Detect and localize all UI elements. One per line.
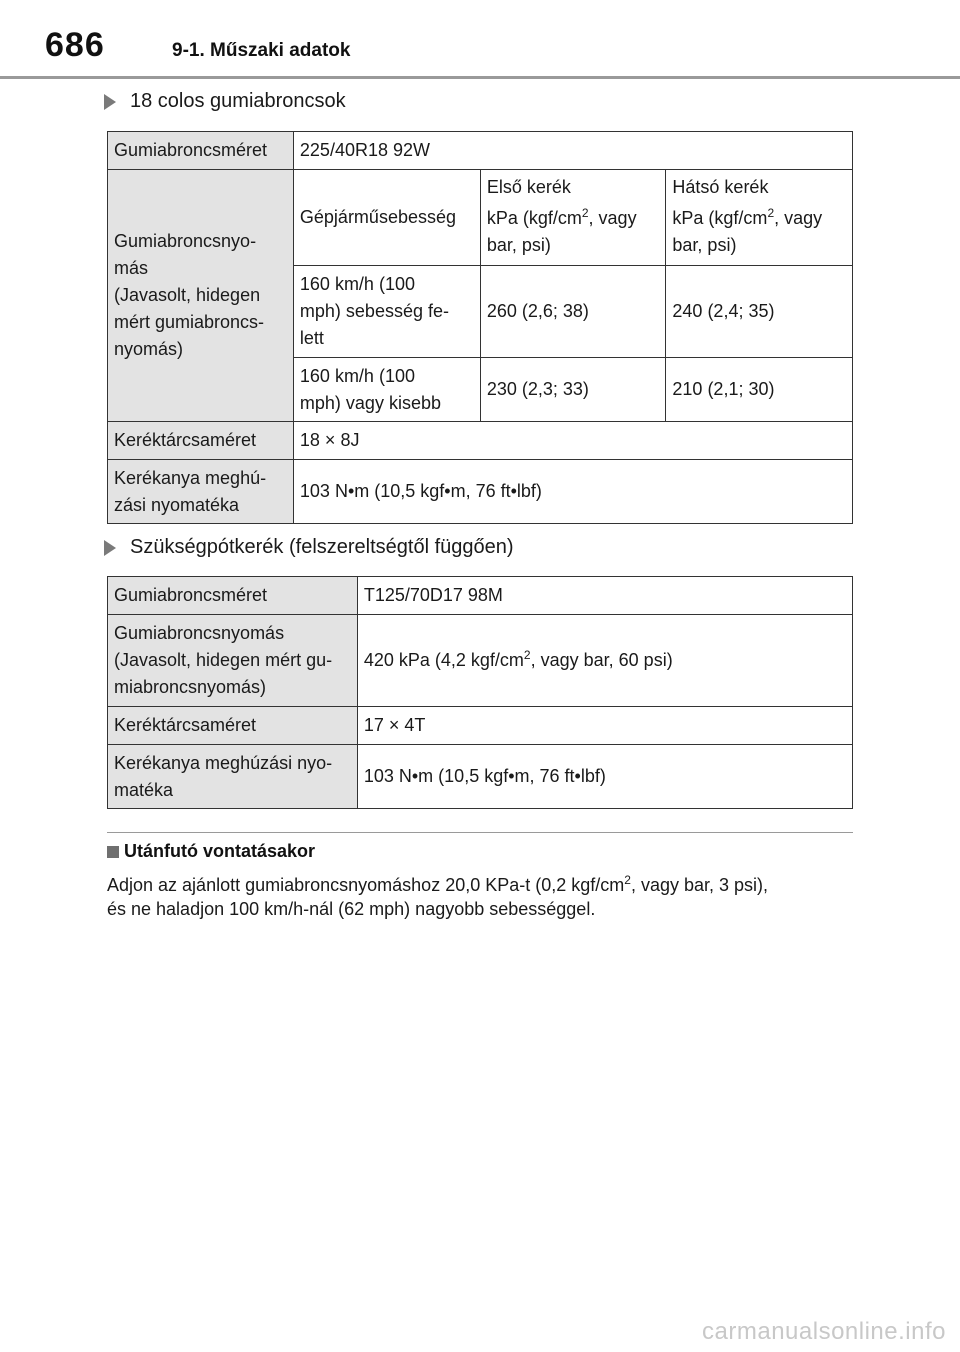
table-row	[108, 132, 853, 170]
section-divider	[107, 832, 853, 833]
note-body	[107, 873, 857, 921]
rear-wheel-header	[666, 170, 853, 266]
front-pressure-under-160: 230 (2,3; 33)	[480, 358, 666, 422]
tire-pressure-label: Gumiabroncsnyo- más (Javasolt, hidegen mért gumiabroncs- nyomás)	[108, 170, 294, 422]
table-row	[108, 707, 853, 745]
tire-spec-table-18	[107, 131, 853, 524]
lug-nut-torque-label: Kerékanya meghúzási nyo- matéka	[108, 745, 358, 809]
watermark: carmanualsonline.info	[702, 1318, 946, 1345]
front-pressure-over-160: 260 (2,6; 38)	[480, 266, 666, 358]
subheading-text: Szükségpótkerék (felszereltségtől függően)	[130, 536, 514, 558]
table-row	[108, 745, 853, 809]
unit-superscript: 2	[624, 873, 631, 887]
pressure-text: 420 kPa (4,2 kgf/cm	[363, 650, 524, 670]
page-number: 686	[45, 26, 105, 64]
note-title-text: Utánfutó vontatásakor	[124, 841, 316, 861]
front-wheel-title: Első kerék	[486, 177, 571, 197]
rear-wheel-title: Hátsó kerék	[672, 177, 769, 197]
triangle-bullet-icon	[104, 94, 116, 110]
rim-size-value: 17 × 4T	[357, 707, 852, 745]
section-title: 9-1. Műszaki adatok	[172, 40, 351, 61]
triangle-bullet-icon	[104, 540, 116, 556]
unit-superscript: 2	[767, 206, 775, 220]
pressure-text: , vagy bar, 60 psi)	[530, 650, 673, 670]
rim-size-label: Keréktárcsaméret	[108, 422, 294, 460]
note-heading	[107, 841, 315, 862]
speed-over-160: 160 km/h (100 mph) sebesség fe- lett	[293, 266, 480, 358]
note-text: , vagy bar, 3 psi), és ne haladjon 100 km/h-nál (62 mph) nagyobb sebességgel.	[107, 875, 769, 919]
tire-size-label: Gumiabroncsméret	[108, 132, 294, 170]
table-row	[108, 577, 853, 615]
rim-size-value: 18 × 8J	[293, 422, 852, 460]
unit-text: kPa (kgf/cm	[672, 208, 768, 228]
speed-under-160: 160 km/h (100 mph) vagy kisebb	[293, 358, 480, 422]
tire-size-value: 225/40R18 92W	[293, 132, 852, 170]
header-divider	[0, 76, 960, 79]
front-wheel-unit	[487, 205, 660, 259]
tire-pressure-label: Gumiabroncsnyomás (Javasolt, hidegen mért gu- miabroncsnyomás)	[108, 615, 358, 707]
unit-text: , vagy bar, psi)	[672, 208, 823, 255]
note-text: Adjon az ajánlott gumiabroncsnyomáshoz 20,0 KPa-t (0,2 kgf/cm	[107, 875, 625, 895]
table-row	[108, 170, 853, 266]
rear-wheel-unit	[672, 205, 846, 259]
tire-pressure-value	[357, 615, 852, 707]
tire-size-label: Gumiabroncsméret	[108, 577, 358, 615]
lug-nut-torque-value: 103 N•m (10,5 kgf•m, 76 ft•lbf)	[293, 460, 852, 524]
unit-superscript: 2	[581, 206, 589, 220]
front-wheel-header	[480, 170, 666, 266]
square-bullet-icon	[107, 846, 119, 858]
table-row	[108, 422, 853, 460]
rim-size-label: Keréktárcsaméret	[108, 707, 358, 745]
speed-column-header: Gépjárműsebesség	[293, 170, 480, 266]
subheading-spare-tire	[104, 536, 514, 559]
tire-spec-table-spare	[107, 576, 853, 809]
rear-pressure-over-160: 240 (2,4; 35)	[666, 266, 853, 358]
table-row	[108, 460, 853, 524]
rear-pressure-under-160: 210 (2,1; 30)	[666, 358, 853, 422]
page-header	[0, 0, 960, 80]
table-row	[108, 615, 853, 707]
unit-text: , vagy bar, psi)	[486, 208, 637, 255]
unit-superscript: 2	[523, 648, 531, 662]
subheading-text: 18 colos gumiabroncsok	[130, 90, 346, 112]
lug-nut-torque-value: 103 N•m (10,5 kgf•m, 76 ft•lbf)	[357, 745, 852, 809]
unit-text: kPa (kgf/cm	[486, 208, 582, 228]
subheading-18-inch	[104, 90, 346, 113]
tire-size-value: T125/70D17 98M	[357, 577, 852, 615]
lug-nut-torque-label: Kerékanya meghú- zási nyomatéka	[108, 460, 294, 524]
